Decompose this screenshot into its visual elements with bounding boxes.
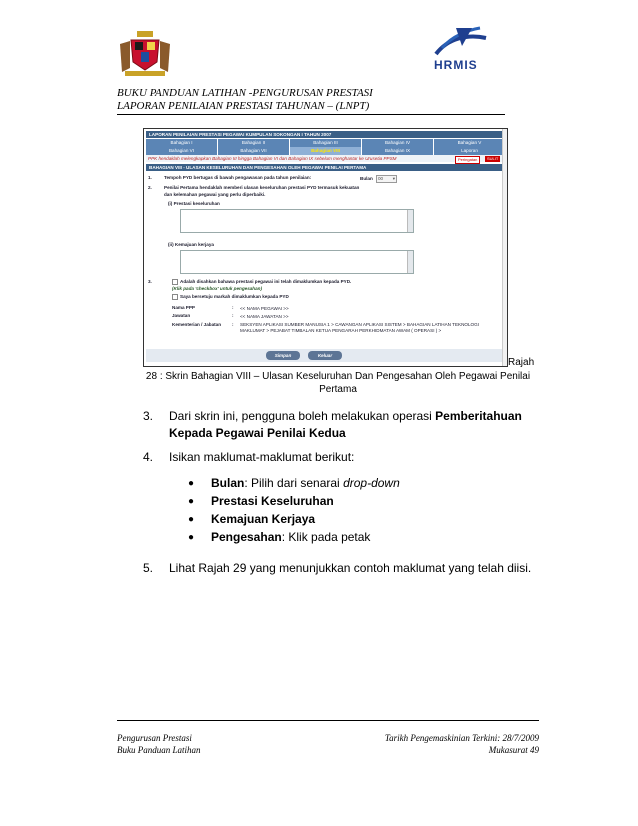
header-line-1: BUKU PANDUAN LATIHAN -PENGURUSAN PRESTASI bbox=[117, 87, 373, 99]
sub-prestasi-keseluruhan: (i) Prestasi keseluruhan bbox=[168, 201, 220, 206]
tab-bahagian-v[interactable]: Bahagian V bbox=[434, 139, 506, 147]
step-3-number: 3. bbox=[143, 409, 154, 423]
step-3-text bbox=[169, 408, 534, 442]
tab-laporan[interactable]: Laporan bbox=[434, 147, 506, 155]
footer-left-2: Buku Panduan Latihan bbox=[117, 745, 201, 755]
footer-right-1: Tarikh Pengemaskinian Terkini: 28/7/2009 bbox=[384, 733, 539, 743]
footer-left-1: Pengurusan Prestasi bbox=[117, 733, 192, 743]
header-line-2: LAPORAN PENILAIAN PRESTASI TAHUNAN – (LNPT) bbox=[117, 100, 370, 112]
simpan-button[interactable]: Simpan bbox=[266, 351, 300, 360]
bullet-item-pengesahan bbox=[211, 529, 370, 546]
q3-hint: (Klik pada 'checkbox' untuk pengesahan) bbox=[172, 286, 262, 291]
bullet-item-prestasi bbox=[211, 493, 334, 510]
field-value-kementerian: SEKSYEN APLIKASI SUMBER MANUSIA 1 > CAWANGAN APLIKASI SISTEM > BAHAGIAN LATIHAN TEKNOLOGI MAKLUMAT > PEJABAT TIMBALAN KETUA PENGARAH PERKHIDMATAN AWAM ( OPERASI ) > bbox=[240, 322, 479, 333]
step-4-text: Isikan maklumat-maklumat berikut: bbox=[169, 450, 355, 464]
tab-row-2 bbox=[146, 147, 506, 155]
textarea-scrollbar[interactable] bbox=[407, 251, 413, 273]
keluar-button[interactable]: Keluar bbox=[308, 351, 342, 360]
tab-bahagian-ix[interactable]: Bahagian IX bbox=[362, 147, 434, 155]
hrmis-logo bbox=[428, 24, 494, 74]
field-value-nama: << NAMA PEGAWAI >> bbox=[240, 306, 289, 311]
step-3-bold-a: Pemberitahuan bbox=[435, 409, 522, 423]
tab-bahagian-iii[interactable]: Bahagian III bbox=[290, 139, 362, 147]
bullet-item-kemajuan bbox=[211, 511, 315, 528]
step-4-number: 4. bbox=[143, 450, 154, 464]
bersetuju-checkbox[interactable] bbox=[172, 294, 178, 300]
field-label-kementerian: Kementerian / Jabatan bbox=[172, 322, 222, 327]
bulan-label: Bulan bbox=[360, 176, 373, 181]
button-bar bbox=[146, 349, 503, 362]
field-label-nama: Nama PPP bbox=[172, 305, 195, 310]
field-label-jawatan: Jawatan bbox=[172, 313, 191, 318]
peringatan-button[interactable]: Peringatan bbox=[455, 156, 480, 164]
q2-number: 2. bbox=[148, 185, 152, 190]
bulan-select[interactable] bbox=[376, 175, 397, 183]
sub-kemajuan-kerjaya: (ii) Kemajuan kerjaya bbox=[168, 242, 214, 247]
chevron-down-icon: ▾ bbox=[392, 176, 395, 181]
colon: : bbox=[232, 305, 234, 310]
tab-bahagian-viii[interactable]: Bahagian VIII bbox=[290, 147, 362, 155]
bullet-rest: : Klik pada petak bbox=[281, 530, 371, 544]
sulit-badge: SULIT bbox=[487, 156, 499, 161]
form-title-bar: LAPORAN PENILAIAN PRESTASI PEGAWAI KUMPULAN SOKONGAN I TAHUN 2007 bbox=[146, 131, 506, 138]
textarea-scrollbar[interactable] bbox=[407, 210, 413, 232]
q3-number: 3. bbox=[148, 279, 152, 284]
field-value-jawatan: << NAMA JAWATAN >> bbox=[240, 314, 289, 319]
bullet-icon: ● bbox=[188, 478, 195, 489]
bullet-icon: ● bbox=[188, 514, 195, 525]
bullet-term: Pengesahan bbox=[211, 530, 282, 544]
footer-right-2: Mukasurat 49 bbox=[488, 745, 539, 755]
tab-bahagian-vii[interactable]: Bahagian VII bbox=[218, 147, 290, 155]
prestasi-keseluruhan-textarea[interactable] bbox=[180, 209, 414, 233]
colon: : bbox=[232, 322, 234, 327]
step-5-number: 5. bbox=[143, 561, 154, 575]
page-scrollbar[interactable] bbox=[502, 129, 507, 366]
bullet-term: Prestasi Keseluruhan bbox=[211, 494, 334, 508]
q2-text-b: dan kelemahan pegawai yang perlu diperbaiki. bbox=[164, 192, 266, 197]
bullet-rest: : Pilih dari senarai bbox=[244, 476, 344, 490]
caption-line-2: Pertama bbox=[319, 384, 357, 395]
tab-bahagian-i[interactable]: Bahagian I bbox=[146, 139, 218, 147]
bulan-select-value: 00 bbox=[378, 176, 384, 181]
q3-text: Adalah disahkan bahawa prestasi pegawai ini telah dimaklumkan kepada PYD. bbox=[180, 279, 352, 284]
bullet-italic: drop-down bbox=[343, 476, 400, 490]
q3-alt-text: Saya bersetuju markah dimaklumkan kepada PYD bbox=[180, 294, 289, 299]
kemajuan-kerjaya-textarea[interactable] bbox=[180, 250, 414, 274]
tab-row-1 bbox=[146, 139, 506, 147]
hrmis-wordmark: HRMIS bbox=[434, 58, 478, 72]
tab-bahagian-vi[interactable]: Bahagian VI bbox=[146, 147, 218, 155]
section-title: BAHAGIAN VIII - ULASAN KESELURUHAN DAN PENGESAHAN OLEH PEGAWAI PENILAI PERTAMA bbox=[146, 164, 506, 171]
bullet-item-bulan bbox=[211, 475, 400, 492]
bullet-icon: ● bbox=[188, 532, 195, 543]
tab-bahagian-iv[interactable]: Bahagian IV bbox=[362, 139, 434, 147]
pengesahan-checkbox[interactable] bbox=[172, 279, 178, 285]
footer-rule bbox=[117, 720, 539, 721]
caption-line-1: 28 : Skrin Bahagian VIII – Ulasan Keseluruhan Dan Pengesahan Oleh Pegawai Penilai bbox=[145, 371, 531, 382]
coat-of-arms-logo bbox=[117, 28, 173, 78]
screenshot-figure bbox=[143, 128, 508, 367]
step-5-text: Lihat Rajah 29 yang menunjukkan contoh maklumat yang telah diisi. bbox=[169, 561, 532, 575]
header-rule bbox=[117, 114, 505, 115]
bullet-term: Bulan bbox=[211, 476, 245, 490]
step-3-pre: Dari skrin ini, pengguna boleh melakukan operasi bbox=[169, 409, 432, 423]
ppk-note: PPK hendaklah melengkapkan Bahagian III hingga Bahagian VI dan Bahagian IX sebelum menghantar ke Urusetia PPSM bbox=[146, 155, 507, 162]
colon: : bbox=[232, 313, 234, 318]
caption-rajah: Rajah bbox=[508, 357, 535, 368]
bullet-icon: ● bbox=[188, 496, 195, 507]
tab-bahagian-ii[interactable]: Bahagian II bbox=[218, 139, 290, 147]
bullet-term: Kemajuan Kerjaya bbox=[211, 512, 316, 526]
q2-text-a: Penilai Pertama hendaklah memberi ulasan keseluruhan prestasi PYD termasuk kekuatan bbox=[164, 185, 360, 190]
q1-number: 1. bbox=[148, 175, 152, 180]
q1-text: Tempoh PYD bertugas di bawah pengawasan pada tahun penilaian: bbox=[164, 175, 312, 180]
step-3-bold-b: Kepada Pegawai Penilai Kedua bbox=[169, 426, 346, 440]
